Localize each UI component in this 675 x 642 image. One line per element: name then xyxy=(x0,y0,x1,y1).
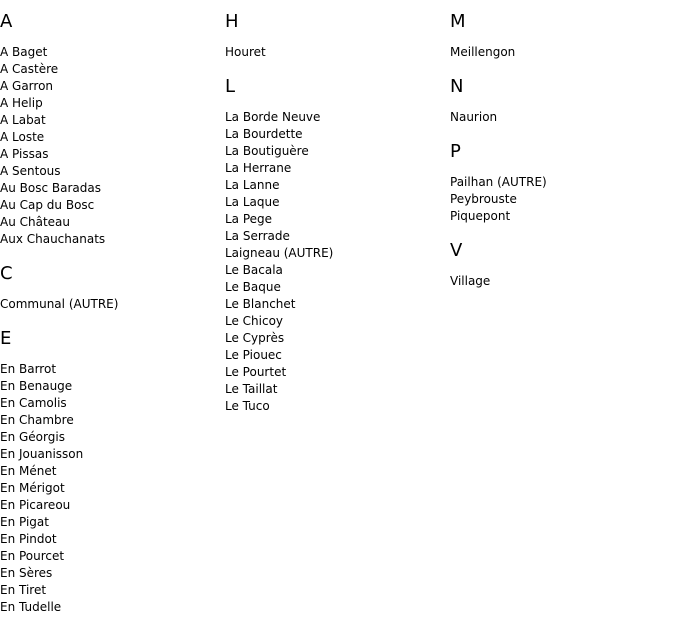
list-item xyxy=(450,273,675,290)
place-link[interactable]: A Sentous xyxy=(0,164,61,178)
place-link[interactable]: Au Cap du Bosc xyxy=(0,198,95,212)
list-item xyxy=(0,61,225,78)
list-item xyxy=(450,44,675,61)
place-link[interactable]: En Mérigot xyxy=(0,481,65,495)
place-link[interactable]: Le Baque xyxy=(225,280,281,294)
list-item xyxy=(0,531,225,548)
list-item xyxy=(225,279,450,296)
list-item xyxy=(225,398,450,415)
place-link[interactable]: Le Pourtet xyxy=(225,365,287,379)
place-link[interactable]: En Ménet xyxy=(0,464,57,478)
place-link[interactable]: Le Piouec xyxy=(225,348,282,362)
list-item xyxy=(0,514,225,531)
letter-group-h xyxy=(225,10,450,61)
place-link[interactable]: A Garron xyxy=(0,79,54,93)
place-link[interactable]: En Géorgis xyxy=(0,430,65,444)
letter-heading: H xyxy=(225,11,239,32)
letter-heading: A xyxy=(0,11,13,32)
list-item xyxy=(0,378,225,395)
place-link[interactable]: La Laque xyxy=(225,195,280,209)
list-item xyxy=(225,228,450,245)
letter-heading: N xyxy=(450,76,464,97)
place-link[interactable]: La Boutiguère xyxy=(225,144,309,158)
list-item xyxy=(225,262,450,279)
letter-heading: C xyxy=(0,263,13,284)
list-item xyxy=(0,146,225,163)
place-link[interactable]: A Helip xyxy=(0,96,43,110)
list-item xyxy=(0,112,225,129)
place-link[interactable]: En Barrot xyxy=(0,362,57,376)
list-item xyxy=(225,330,450,347)
place-link[interactable]: Le Cyprès xyxy=(225,331,285,345)
place-list xyxy=(0,44,225,248)
place-link[interactable]: Le Tuco xyxy=(225,399,270,413)
list-item xyxy=(225,126,450,143)
place-link[interactable]: Au Bosc Baradas xyxy=(0,181,101,195)
letter-heading: E xyxy=(0,328,12,349)
place-link[interactable]: En Pigat xyxy=(0,515,49,529)
place-link[interactable]: Communal (AUTRE) xyxy=(0,297,119,311)
place-link[interactable]: La Bourdette xyxy=(225,127,303,141)
letter-group-m xyxy=(450,10,675,61)
place-link[interactable]: La Herrane xyxy=(225,161,292,175)
place-link[interactable]: A Castère xyxy=(0,62,59,76)
place-link[interactable]: Le Bacala xyxy=(225,263,283,277)
list-item xyxy=(225,44,450,61)
place-link[interactable]: Meillengon xyxy=(450,45,516,59)
place-list xyxy=(450,273,675,290)
place-link[interactable]: A Loste xyxy=(0,130,45,144)
place-link[interactable]: En Sères xyxy=(0,566,53,580)
place-list xyxy=(450,109,675,126)
place-link[interactable]: En Jouanisson xyxy=(0,447,84,461)
list-item xyxy=(225,313,450,330)
list-item xyxy=(0,582,225,599)
place-link[interactable]: La Lanne xyxy=(225,178,280,192)
letter-heading: V xyxy=(450,240,463,261)
place-link[interactable]: La Serrade xyxy=(225,229,290,243)
list-item xyxy=(0,548,225,565)
letter-group-p xyxy=(450,140,675,225)
place-link[interactable]: En Picareou xyxy=(0,498,71,512)
list-item xyxy=(0,497,225,514)
list-item xyxy=(0,480,225,497)
list-item xyxy=(225,211,450,228)
list-item xyxy=(0,180,225,197)
place-link[interactable]: Au Château xyxy=(0,215,71,229)
letter-group-a xyxy=(0,10,225,248)
place-link[interactable]: Le Chicoy xyxy=(225,314,284,328)
place-link[interactable]: A Baget xyxy=(0,45,48,59)
place-list xyxy=(0,296,225,313)
letter-heading: P xyxy=(450,141,461,162)
letter-group-l xyxy=(225,75,450,415)
list-item xyxy=(0,412,225,429)
list-item xyxy=(225,109,450,126)
list-item xyxy=(225,177,450,194)
place-link[interactable]: Peybrouste xyxy=(450,192,517,206)
list-item xyxy=(225,143,450,160)
place-list xyxy=(450,174,675,225)
list-item xyxy=(225,347,450,364)
index-column-2 xyxy=(225,10,450,429)
place-list xyxy=(450,44,675,61)
list-item xyxy=(0,296,225,313)
place-link[interactable]: Le Blanchet xyxy=(225,297,296,311)
list-item xyxy=(0,565,225,582)
list-item xyxy=(0,163,225,180)
place-list xyxy=(225,44,450,61)
place-link[interactable]: A Labat xyxy=(0,113,46,127)
place-link[interactable]: En Pourcet xyxy=(0,549,65,563)
index-column-3 xyxy=(450,10,675,304)
place-link[interactable]: En Tiret xyxy=(0,583,47,597)
letter-heading: L xyxy=(225,76,236,97)
place-link[interactable]: La Borde Neuve xyxy=(225,110,321,124)
list-item xyxy=(225,160,450,177)
list-item xyxy=(225,364,450,381)
list-item xyxy=(0,395,225,412)
list-item xyxy=(0,231,225,248)
list-item xyxy=(0,197,225,214)
list-item xyxy=(225,381,450,398)
list-item xyxy=(0,214,225,231)
place-link[interactable]: Pailhan (AUTRE) xyxy=(450,175,547,189)
list-item xyxy=(0,463,225,480)
letter-heading: M xyxy=(450,11,466,32)
place-link[interactable]: A Pissas xyxy=(0,147,49,161)
place-link[interactable]: En Camolis xyxy=(0,396,67,410)
place-list xyxy=(0,361,225,616)
list-item xyxy=(225,296,450,313)
list-item xyxy=(0,361,225,378)
place-link[interactable]: Le Taillat xyxy=(225,382,278,396)
place-link[interactable]: Piquepont xyxy=(450,209,511,223)
place-link[interactable]: Naurion xyxy=(450,110,498,124)
list-item xyxy=(450,174,675,191)
list-item xyxy=(450,208,675,225)
place-link[interactable]: La Pege xyxy=(225,212,273,226)
list-item xyxy=(0,95,225,112)
place-link[interactable]: Aux Chauchanats xyxy=(0,232,106,246)
list-item xyxy=(0,446,225,463)
place-link[interactable]: Houret xyxy=(225,45,266,59)
list-item xyxy=(0,129,225,146)
place-link[interactable]: En Benauge xyxy=(0,379,73,393)
place-list xyxy=(225,109,450,415)
list-item xyxy=(0,429,225,446)
list-item xyxy=(225,245,450,262)
letter-group-v xyxy=(450,239,675,290)
list-item xyxy=(225,194,450,211)
letter-group-c xyxy=(0,262,225,313)
list-item xyxy=(0,44,225,61)
list-item xyxy=(0,78,225,95)
list-item xyxy=(0,599,225,616)
letter-group-e xyxy=(0,327,225,616)
place-link[interactable]: En Chambre xyxy=(0,413,74,427)
list-item xyxy=(450,191,675,208)
index-column-1 xyxy=(0,10,225,630)
letter-group-n xyxy=(450,75,675,126)
place-link[interactable]: Laigneau (AUTRE) xyxy=(225,246,334,260)
list-item xyxy=(450,109,675,126)
place-link[interactable]: En Tudelle xyxy=(0,600,62,614)
place-link[interactable]: Village xyxy=(450,274,491,288)
place-link[interactable]: En Pindot xyxy=(0,532,57,546)
